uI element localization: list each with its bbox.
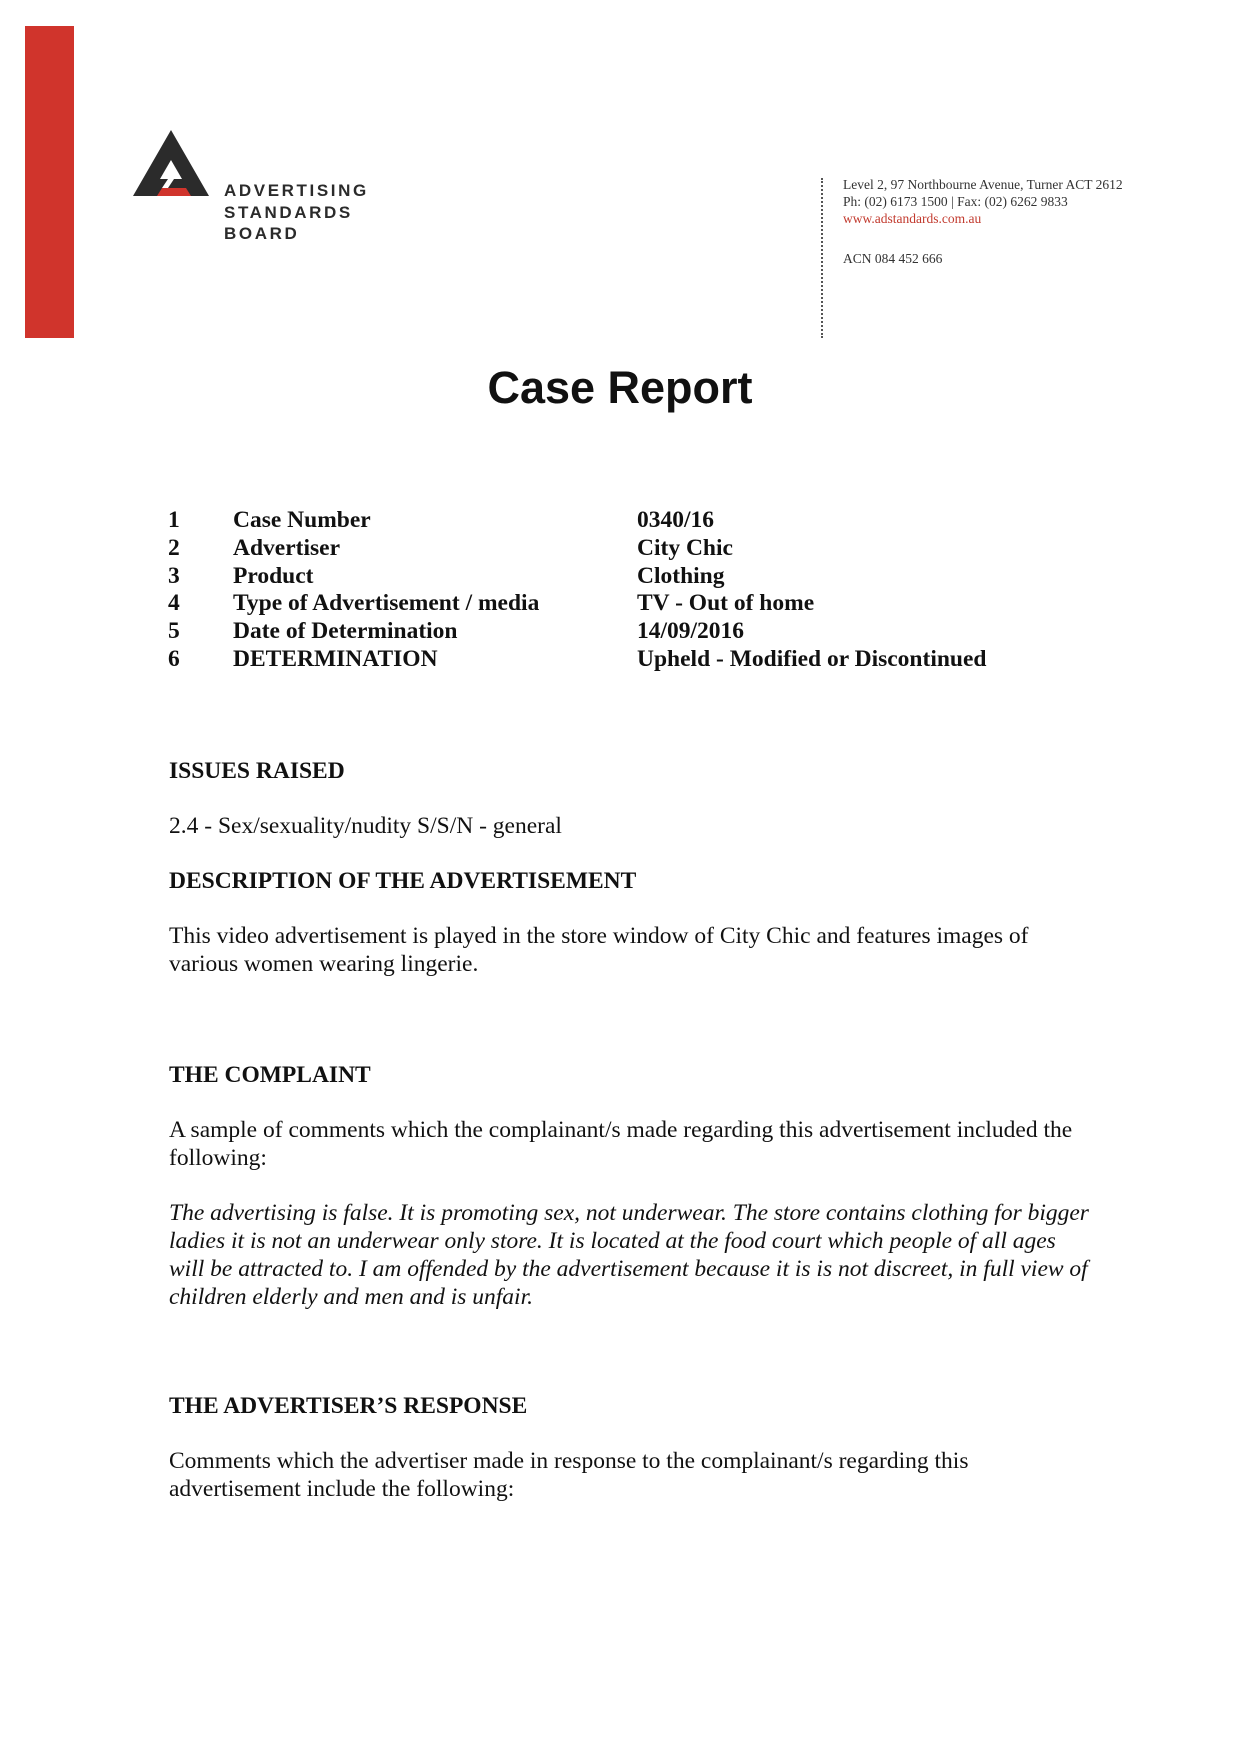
row-number: 4: [168, 590, 180, 617]
acn-line: ACN 084 452 666: [843, 251, 943, 266]
triangle-logo-icon: [133, 130, 209, 196]
response-intro: Comments which the advertiser made in response to the complainant/s regarding this advertisement include the following:: [169, 1448, 969, 1502]
org-name: [224, 180, 369, 245]
row-label: Advertiser: [233, 534, 341, 561]
row-value: Upheld - Modified or Discontinued: [637, 645, 987, 672]
dotted-divider: [821, 178, 823, 338]
row-value: 14/09/2016: [637, 618, 745, 645]
row-label: Product: [233, 562, 314, 589]
complaint-quote: The advertising is false. It is promoting sex, not underwear. The store contains clothing for bigger ladies it is not an underwear only store. It is located at the food court which people of all ages will be attracted to. I am offended by the advertisement because it is is not discreet, in full view of children elderly and men and is unfair.: [169, 1200, 1089, 1310]
issues-raised-text: 2.4 - Sex/sexuality/nudity S/S/N - general: [169, 813, 562, 839]
description-heading: DESCRIPTION OF THE ADVERTISEMENT: [169, 868, 637, 894]
row-value: 0340/16: [637, 507, 715, 533]
org-name-line: BOARD: [224, 224, 300, 243]
response-heading: THE ADVERTISER’S RESPONSE: [169, 1393, 528, 1419]
website-link[interactable]: www.adstandards.com.au: [843, 211, 982, 226]
row-label: DETERMINATION: [233, 645, 438, 672]
row-number: 1: [168, 507, 180, 533]
row-value: TV - Out of home: [637, 590, 815, 617]
org-name-line: ADVERTISING: [224, 181, 369, 200]
row-value: City Chic: [637, 534, 733, 561]
complaint-heading: THE COMPLAINT: [169, 1062, 371, 1088]
phone-fax-line: Ph: (02) 6173 1500 | Fax: (02) 6262 9833: [843, 194, 1068, 209]
issues-raised-heading: ISSUES RAISED: [169, 758, 345, 784]
complaint-intro: A sample of comments which the complainant/s made regarding this advertisement included the following:: [169, 1117, 1073, 1171]
row-number: 6: [168, 645, 180, 672]
org-name-line: STANDARDS: [224, 202, 353, 222]
row-label: Date of Determination: [233, 618, 458, 645]
row-label: Type of Advertisement / media: [233, 590, 540, 617]
asb-logo: [133, 130, 393, 250]
page-title: Case Report: [487, 362, 753, 413]
description-text: This video advertisement is played in the store window of City Chic and features images of various women wearing lingerie.: [169, 923, 1029, 977]
row-number: 3: [168, 562, 180, 589]
address-line: Level 2, 97 Northbourne Avenue, Turner ACT 2612: [843, 177, 1123, 192]
row-label: Case Number: [233, 507, 371, 533]
row-number: 5: [168, 618, 180, 645]
row-value: Clothing: [637, 562, 725, 589]
row-number: 2: [168, 534, 180, 561]
red-accent-bar: [25, 26, 74, 338]
contact-block: [843, 176, 1123, 267]
